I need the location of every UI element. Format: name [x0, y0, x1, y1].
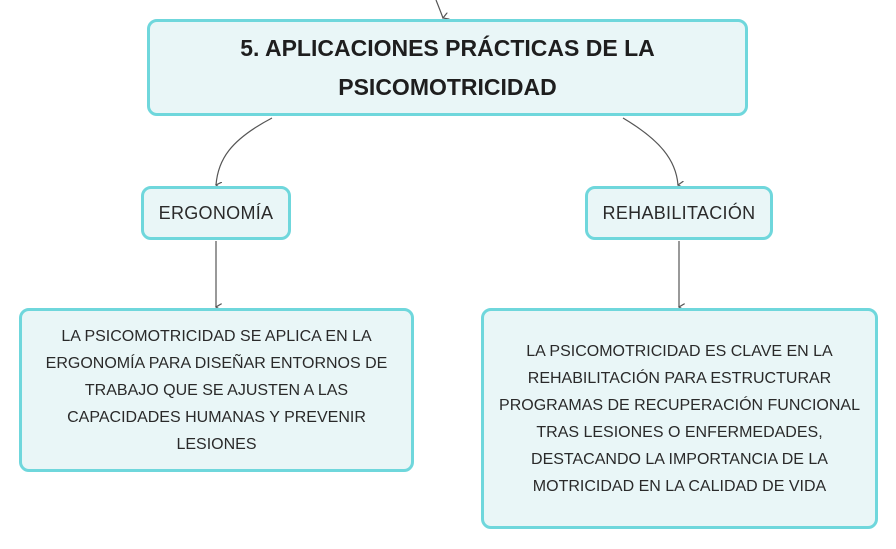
description-node-ergonomia[interactable] — [19, 308, 414, 472]
branch-node-rehabilitacion[interactable] — [585, 186, 773, 240]
connector-from-parent — [436, 0, 443, 18]
main-topic-title: 5. APLICACIONES PRÁCTICAS DE LA PSICOMOTRICIDAD — [240, 34, 655, 100]
description-node-rehabilitacion[interactable] — [481, 308, 878, 529]
branch-node-ergonomia[interactable] — [141, 186, 291, 240]
branch-label-ergonomia: ERGONOMÍA — [158, 202, 274, 223]
connector-main-to-rehabilitacion — [623, 118, 678, 185]
branch-label-rehabilitacion: REHABILITACIÓN — [602, 202, 756, 223]
description-text-rehabilitacion: LA PSICOMOTRICIDAD ES CLAVE EN LA REHABILITACIÓN PARA ESTRUCTURAR PROGRAMAS DE RECUPERACIÓN FUNCIONAL TRAS LESIONES O ENFERMEDADES, DESTACANDO LA IMPORTANCIA DE LA MOTRICIDAD EN LA CALIDAD DE VIDA — [499, 342, 860, 495]
connector-main-to-ergonomia — [216, 118, 272, 185]
description-text-ergonomia: LA PSICOMOTRICIDAD SE APLICA EN LA ERGONOMÍA PARA DISEÑAR ENTORNOS DE TRABAJO QUE SE AJUSTEN A LAS CAPACIDADES HUMANAS Y PREVENIR LESIONES — [45, 327, 388, 453]
main-topic-node[interactable] — [147, 19, 748, 116]
